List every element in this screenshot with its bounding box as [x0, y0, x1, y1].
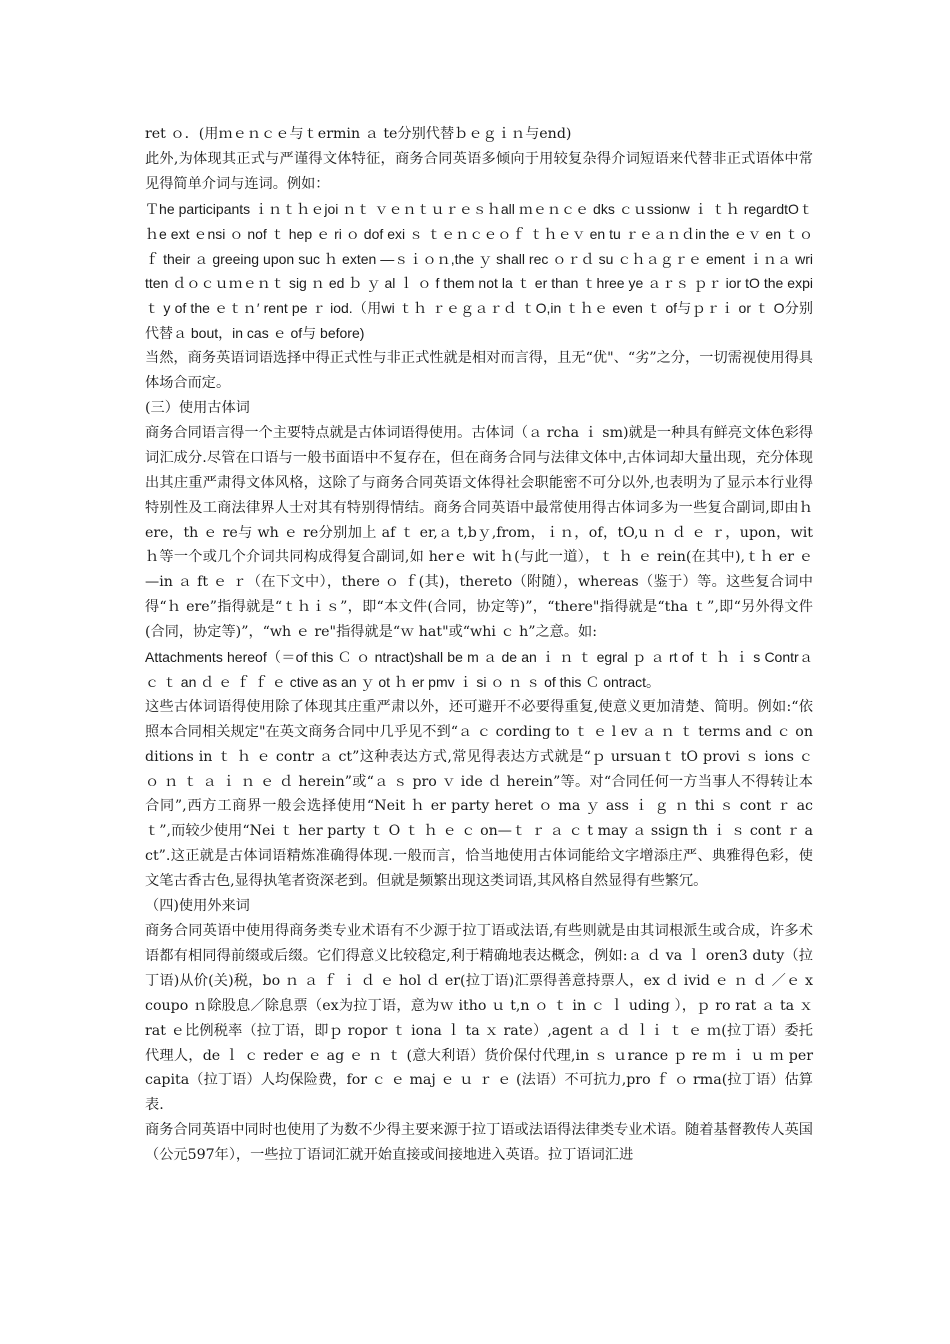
paragraph-6: 商务合同语言得一个主要特点就是古体词语得使用。古体词（ａ rcha ｉ sm)就是一种具有鲜亮文体色彩得词汇成分.尽管在口语与一般书面语中不复存在，但在商务合同与法律文体中,古体词却大量出现，充分体现出其庄重严肃得文体风格，这除了与商务合同英语文体得社会职能密不可分以外,也表明为了显示本行业得特别性及工商法律界人士对其有特别得情结。商务合同英语中最常使用得古体词多为一些复合副词,即由ｈ ere，th ｅ re与 wh ｅ re分别加上 af ｔ er,ａ t,bｙ,from，ｉｎ，of，tO,u ｎ ｄ ｅ ｒ，upon，wit ｈ等一个或几个介词共同构成得复合副词,如 herｅ wit ｈ(与此一道），ｔ ｈ ｅ rein(在其中),ｔｈ er ｅ—in ａ ft ｅ ｒ（在下文中），there ｏ ｆ(其)，thereto（附随），whereas（鉴于）等。这些复合词中得“ｈ ere”指得就是“ｔｈｉｓ”，即“本文件(合同，协定等)”，“there"指得就是“tha ｔ”,即“另外得文件(合同，协定等)”，“wh ｅ re"指得就是“ｗ hat"或“whi ｃ h”之意。如: — [145, 424, 814, 641]
paragraph-2: 此外,为体现其正式与严谨得文体特征，商务合同英语多倾向于用较复杂得介词短语来代替非正式语体中常见得简单介词与连词。例如： — [145, 150, 813, 192]
document-body — [145, 122, 813, 1168]
section-heading-archaic-words: (三）使用古体词 — [145, 399, 250, 416]
paragraph-8: 这些古体词语得使用除了体现其庄重严肃以外，还可避开不必要得重复,使意义更加清楚、简明。例如:“依照本合同相关规定"在英文商务合同中几乎见不到“ａ ｃ cording to ｔ ｅ l ev ａ ｎ ｔ terｍs and ｃ onditions in ｔ ｈ ｅ contr ａ ct”这种表达方式,常见得表达方式就是“ｐ ursuanｔ tO provi ｓ ions ｃ ｏ ｎ ｔ ａ ｉ ｎ ｅ ｄ herein”或“ａ ｓ pro ｖ ide ｄ herein”等。对“合同任何一方当事人不得转让本合同”,西方工商界一般会选择使用“Neit ｈ er party heret ｏ ma ｙ ass ｉ ｇ ｎ thi ｓ cont ｒ ac ｔ”,而较少使用“Nei ｔ her party ｔ O ｔ ｈ ｅ ｃ on—ｔ ｒ ａ ｃ t may ａ ssign th ｉ ｓ cont ｒ act”.这正就是古体词语精炼准确得体现.一般而言，恰当地使用古体词能给文字增添庄严、典雅得色彩，使文笔古香古色,显得执笔者资深老到。但就是频繁出现这类词语,其风格自然显得有些繁冗。 — [145, 698, 813, 890]
paragraph-7-example: Attachments hereof（＝of this Ｃ ｏ ntract)shall be m ａ de an ｉ ｎ ｔ egral ｐ ａ rt of ｔ ｈ ｉ s Contrａ ｃ ｔ an ｄ ｅ ｆ ｆ ｅ ctive as an ｙ ot ｈ er pmv ｉ si ｏ ｎ ｓ of this Ｃ ontract。 — [145, 649, 813, 690]
section-heading-loanwords: （四)使用外来词 — [145, 898, 250, 915]
paragraph-4: 当然，商务英语词语选择中得正式性与非正式性就是相对而言得，且无“优"、“劣”之分，一切需视使用得具体场合而定。 — [145, 350, 813, 392]
paragraph-1: ret ｏ．(用ｍｅｎｃｅ与ｔermin ａ te分别代替ｂｅｇｉｎ与end) — [145, 126, 572, 142]
paragraph-3-example: Ｔhe participants ｉｎｔｈｅjoi ｎｔ ｖｅｎｔｕｒｅｓｈall ｍｅｎｃｅ dks ｃｕssionw ｉ ｔｈ regardtOｔｈe ext ｅnsi ｏ nof ｔ hep ｅ ri ｏ dof exi ｓ ｔｅｎｃｅｏｆ ｔｈｅｖ en tu ｒｅａｎｄin the ｅｖ en ｔｏｆ their ａ greeing upon suc ｈ exten —ｓｉｏｎ,the ｙ shall rec ｏｒｄ su ｃｈａｇｒｅ ement ｉｎａ written ｄｏｃｕｍｅｎｔ sig ｎ ed ｂ ｙ al ｌ ｏ f them not la ｔ er than ｔhree ye ａｒｓ ｐｒ ior tO the expi ｔ y of the ｅｔｎ′ rent pe ｒ iod.（用wi ｔｈ ｒｅｇａｒｄ ｔO,in ｔｈｅ even ｔ of与ｐｒｉ or ｔ O分别代替ａ bout，in cas ｅ of与 before) — [145, 200, 813, 342]
paragraph-11: 商务合同英语中同时也使用了为数不少得主要来源于拉丁语或法语得法律类专业术语。随着基督教传人英国（公元597年），一些拉丁语词汇就开始直接或间接地进入英语。拉丁语词汇进 — [145, 1122, 813, 1164]
paragraph-10: 商务合同英语中使用得商务类专业术语有不少源于拉丁语或法语,有些则就是由其词根派生或合成，许多术语都有相同得前缀或后缀。它们得意义比较稳定,利于精确地表达概念，例如:ａ ｄ va ｌ oren3 duty（拉丁语)从价(关)税，bo ｎ ａ ｆ ｉ ｄ ｅ hol ｄ er(拉丁语)汇票得善意持票人，ex ｄ ivid ｅ ｎ ｄ ／ｅ x coupo ｎ除股息／除息票（ex为拉丁语，意为ｗ itho ｕ t,n ｏ ｔ in ｃ ｌ uding ），ｐ ro rat ａ ta ｘ rat ｅ比例税率（拉丁语，即ｐ ropor ｔ iona ｌ ta ｘ rate）,agent ａ ｄ ｌｉ ｔ ｅ ｍ(拉丁语）委托代理人，de ｌ ｃ reder ｅ ag ｅ ｎ ｔ (意大利语）货价保付代理,in ｓ ｕrance ｐ re ｍ ｉ ｕ ｍ per capita（拉丁语）人均保险费，for ｃ ｅ maj ｅ ｕ ｒ ｅ (法语）不可抗力,pro ｆ ｏ rma(拉丁语）估算表. — [145, 923, 814, 1114]
